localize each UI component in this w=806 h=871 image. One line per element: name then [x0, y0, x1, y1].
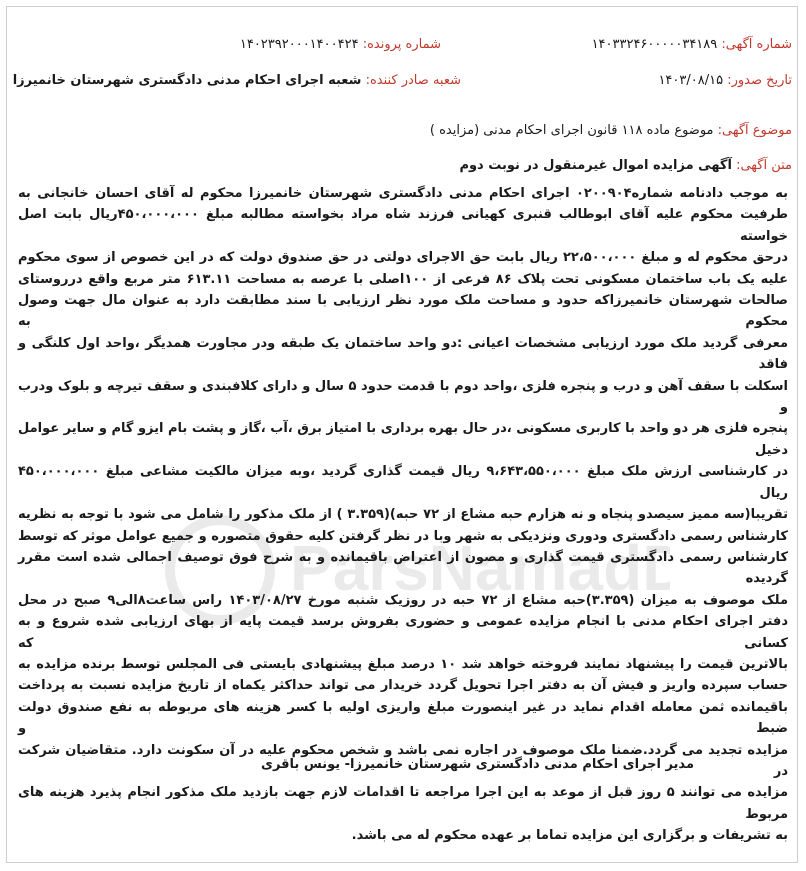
body-line: کارشناس رسمی دادگستری ودوری ونزدیکی به شهر وبا در نظر گرفتن کلیه حقوق متصوره و جمیع عوامل موثر که توسط — [18, 528, 788, 544]
body-line: دفتر اجرای احکام مدنی با انجام مزایده عمومی و حضوری بفروش برسد قیمت پایه از بهای ارزیابی شده شروع و به کسانی که — [18, 614, 788, 651]
body-line: ملک موصوف به میزان (۳.۳۵۹)حبه مشاع از ۷۲ حبه در روزیک شنبه مورخ ۱۴۰۳/۰۸/۲۷ راس ساعت۸الی۹ صبح در محل — [18, 592, 789, 608]
text-title-row — [459, 157, 792, 175]
issue-date-row — [658, 72, 792, 90]
ad-number: ۱۴۰۳۳۲۴۶۰۰۰۰۰۳۴۱۸۹ — [591, 37, 718, 52]
body-line: طرفیت محکوم علیه آقای ابوطالب قنبری کهیانی فرزند شاه مراد بخواسته مطالبه مبلغ ۴۵۰،۰۰۰،۰۰۰ریال بابت اصل خواسته — [18, 207, 788, 244]
issuer-row — [13, 72, 461, 90]
case-number: ۱۴۰۲۳۹۲۰۰۰۱۴۰۰۴۲۴ — [239, 37, 359, 52]
text-title: آگهی مزایده اموال غیرمنقول در نوبت دوم — [459, 158, 732, 173]
text-label: متن آگهی: — [736, 158, 792, 173]
issuer: شعبه اجرای احکام مدنی دادگستری شهرستان خانمیرزا — [12, 73, 362, 88]
issue-date-label: تاریخ صدور: — [727, 73, 792, 88]
case-number-row — [240, 36, 441, 54]
body-line: به تشریفات و برگزاری این مزایده تماما بر عهده محکوم له می باشد. — [351, 828, 788, 844]
ad-number-row — [592, 36, 792, 54]
issue-date: ۱۴۰۳/۰۸/۱۵ — [658, 73, 724, 88]
body-line: در کارشناسی ارزش ملک مبلغ ۹،۶۴۳،۵۵۰،۰۰۰ ریال قیمت گذاری گردید ،وبه میزان مالکیت مشاعی مبلغ ۴۵۰،۰۰۰،۰۰۰ ریال — [18, 464, 788, 501]
signature: مدیر اجرای احکام مدنی دادگستری شهرستان خانمیرزا- یونس باقری — [261, 757, 694, 772]
body-line: اسکلت با سقف آهن و درب و پنجره فلزی ،واحد دوم با قدمت حدود ۵ سال و دارای کلافبندی و سقف تیرچه و بلوک ودرب و — [18, 378, 788, 416]
body-line: تقریبا(سه ممیز سیصدو پنجاه و نه هزارم حبه مشاع از ۷۲ حبه)(۳.۳۵۹ ) از ملک مذکور را شامل می شود با توجه به نظریه — [18, 507, 789, 523]
body-line: حساب سپرده واریز و فیش آن به دفتر اجرا تحویل گردد خریدار می تواند حداکثر یکماه از تاریخ مزایده نسبت به پرداخت — [18, 678, 788, 694]
ad-body-text — [18, 183, 788, 847]
body-line: پنجره فلزی هر دو واحد با کاربری مسکونی ،در حال بهره برداری با امتیاز برق ،آب ،گاز و پشت بام ایزو گام و سایر عوامل دخیل — [18, 421, 788, 458]
body-line: صالحات شهرستان خانمیرزاکه حدود و مساحت ملک مورد نظر ارزیابی با سند مطابقت دارد به عنوان مال جهت وصول محکوم به — [18, 293, 788, 330]
body-line: علیه یک باب ساختمان مسکونی تحت پلاک ۸۶ فرعی از ۱۰۰اصلی با عرصه به مساحت ۶۱۳.۱۱ متر مربع واقع درروستای — [18, 271, 788, 287]
body-line: کارشناس رسمی دادگستری قیمت گذاری و مصون از اعتراض باقیمانده و به شرح فوق توصیف اجمالی شده است مقرر گردیده — [18, 549, 788, 587]
body-line: باقیمانده ثمن معامله اقدام نماید در غیر اینصورت مبلغ واریزی اولیه با کسر هزینه های مربوطه به نفع صندوق دولت ضبط و — [18, 699, 788, 737]
issuer-label: شعبه صادر کننده: — [365, 73, 461, 88]
subject-row — [430, 122, 792, 140]
subject-label: موضوع آگهی: — [717, 123, 792, 138]
body-line: درحق محکوم له و مبلغ ۲۲،۵۰۰،۰۰۰ ریال بابت حق الاجرای دولتی در حق صندوق دولت که در این خصوص از سوی محکوم — [18, 250, 788, 266]
ad-number-label: شماره آگهی: — [721, 37, 792, 52]
subject: موضوع ماده ۱۱۸ قانون اجرای احکام مدنی (مزایده ) — [429, 123, 714, 138]
case-number-label: شماره پرونده: — [362, 37, 441, 52]
body-line: مزایده می توانند ۵ روز قبل از موعد به این اجرا مراجعه تا اقدامات لازم جهت بازدید ملک مذکور انجام پذیرد هزینه های مربوط — [18, 785, 789, 822]
body-line: بالاترین قیمت را پیشنهاد نمایند فروخته خواهد شد ۱۰ درصد مبلغ پیشنهادی بایستی فی المجلس توسط برنده مزایده به — [18, 656, 789, 672]
body-line: به موجب دادنامه شماره۰۲۰۰۹۰۴ اجرای احکام مدنی دادگستری شهرستان خانمیرزا محکوم له آقای احسان خانجانی به — [18, 186, 788, 201]
body-line: مزایده تجدید می گردد.ضمنا ملک موصوف در اجاره نمی باشد و شخص محکوم علیه در آن سکونت دارد. متقاضیان شرکت در — [18, 742, 788, 779]
body-line: معرفی گردید ملک مورد ارزیابی مشخصات اعیانی :دو واحد ساختمان یک طبقه ودر مجاورت همدیگر ،واحد اول کلنگی و فاقد — [18, 335, 788, 373]
